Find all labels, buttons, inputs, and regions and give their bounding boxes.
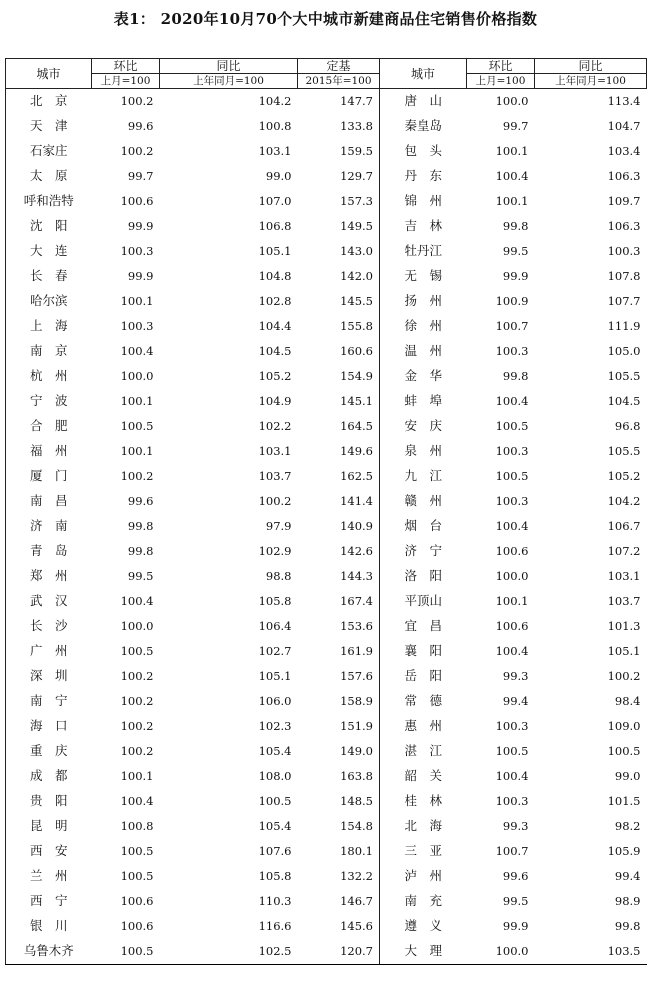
left-base-value: 149.6 bbox=[298, 439, 380, 464]
left-mom-value: 99.7 bbox=[127, 168, 154, 183]
left-mom-value: 100.2 bbox=[120, 93, 154, 108]
left-base-value: 154.9 bbox=[298, 364, 380, 389]
right-yoy-value: 107.8 bbox=[607, 268, 641, 283]
right-yoy-value: 105.0 bbox=[607, 343, 641, 358]
right-mom-value: 100.0 bbox=[467, 939, 535, 965]
right-yoy-value: 105.5 bbox=[607, 368, 641, 383]
left-city-name: 南 京 bbox=[6, 339, 92, 364]
left-yoy-value: 105.1 bbox=[258, 668, 292, 683]
right-yoy-value: 101.3 bbox=[607, 618, 641, 633]
left-city-name: 广 州 bbox=[6, 639, 92, 664]
right-mom-value: 99.5 bbox=[502, 243, 529, 258]
left-city-name: 福 州 bbox=[6, 439, 92, 464]
table-row bbox=[6, 364, 647, 389]
left-yoy-value: 106.0 bbox=[258, 693, 292, 708]
left-city-name: 太 原 bbox=[6, 164, 92, 189]
right-mom-value: 99.7 bbox=[502, 118, 529, 133]
table-row bbox=[6, 764, 647, 789]
left-base-value: 145.1 bbox=[298, 389, 380, 414]
table-row bbox=[6, 639, 647, 664]
left-mom-value: 100.5 bbox=[120, 418, 154, 433]
right-city-name: 丹 东 bbox=[404, 168, 442, 184]
right-city-name: 平顶山 bbox=[404, 593, 442, 609]
right-city-name: 温 州 bbox=[404, 343, 442, 359]
table-row bbox=[6, 89, 647, 115]
right-city-name: 九 江 bbox=[404, 468, 442, 484]
right-mom-value: 100.3 bbox=[495, 443, 529, 458]
table-row bbox=[6, 389, 647, 414]
table-row bbox=[6, 264, 647, 289]
right-mom-value: 100.4 bbox=[495, 168, 529, 183]
left-mom-value: 100.0 bbox=[120, 368, 154, 383]
right-mom-value: 99.5 bbox=[502, 893, 529, 908]
table-row bbox=[6, 614, 647, 639]
right-city-name: 三 亚 bbox=[404, 843, 442, 859]
left-city-name: 杭 州 bbox=[6, 364, 92, 389]
left-city-name: 兰 州 bbox=[6, 864, 92, 889]
left-mom-value: 100.4 bbox=[120, 593, 154, 608]
header-mom-left: 环比 bbox=[92, 59, 160, 74]
left-mom-value: 100.0 bbox=[120, 618, 154, 633]
header-yoy-sub-right: 上年同月=100 bbox=[535, 74, 647, 89]
left-city-name: 长 春 bbox=[6, 264, 92, 289]
left-yoy-value: 104.9 bbox=[258, 393, 292, 408]
left-base-value: 143.0 bbox=[298, 239, 380, 264]
right-city-name: 安 庆 bbox=[404, 418, 442, 434]
header-yoy-right: 同比 bbox=[535, 59, 647, 74]
table-row bbox=[6, 139, 647, 164]
table-row bbox=[6, 489, 647, 514]
right-mom-value: 100.3 bbox=[495, 718, 529, 733]
left-mom-value: 100.2 bbox=[120, 143, 154, 158]
table-row bbox=[6, 889, 647, 914]
right-yoy-value: 113.4 bbox=[607, 93, 641, 108]
left-yoy-value: 107.6 bbox=[258, 843, 292, 858]
left-base-value: 120.7 bbox=[298, 939, 380, 965]
left-mom-value: 100.5 bbox=[120, 643, 154, 658]
table-row bbox=[6, 414, 647, 439]
right-city-name: 吉 林 bbox=[404, 218, 442, 234]
left-yoy-value: 105.8 bbox=[258, 868, 292, 883]
right-mom-value: 100.0 bbox=[495, 568, 529, 583]
left-mom-value: 100.6 bbox=[120, 893, 154, 908]
header-base-left: 定基 bbox=[298, 59, 380, 74]
left-base-value: 160.6 bbox=[298, 339, 380, 364]
left-city-name: 武 汉 bbox=[6, 589, 92, 614]
right-yoy-value: 107.2 bbox=[607, 543, 641, 558]
left-city-name: 呼和浩特 bbox=[6, 189, 92, 214]
left-yoy-value: 105.2 bbox=[258, 368, 292, 383]
right-city-name: 惠 州 bbox=[404, 718, 442, 734]
left-city-name: 乌鲁木齐 bbox=[6, 939, 92, 965]
table-row bbox=[6, 114, 647, 139]
left-base-value: 149.5 bbox=[298, 214, 380, 239]
right-yoy-value: 100.5 bbox=[607, 743, 641, 758]
right-mom-value: 99.8 bbox=[502, 368, 529, 383]
left-city-name: 宁 波 bbox=[6, 389, 92, 414]
right-yoy-value: 104.2 bbox=[607, 493, 641, 508]
left-yoy-value: 108.0 bbox=[258, 768, 292, 783]
left-yoy-value: 107.0 bbox=[258, 193, 292, 208]
left-yoy-value: 100.2 bbox=[258, 493, 292, 508]
header-city-right: 城市 bbox=[380, 59, 467, 89]
right-mom-value: 100.3 bbox=[495, 793, 529, 808]
table-row bbox=[6, 289, 647, 314]
right-yoy-value: 99.0 bbox=[614, 768, 641, 783]
right-mom-value: 100.4 bbox=[495, 393, 529, 408]
header-yoy-sub-left: 上年同月=100 bbox=[160, 74, 298, 89]
right-city-name: 蚌 埠 bbox=[404, 393, 442, 409]
right-yoy-value: 105.5 bbox=[607, 443, 641, 458]
left-yoy-value: 103.1 bbox=[258, 143, 292, 158]
left-yoy-value: 97.9 bbox=[265, 518, 292, 533]
left-yoy-value: 98.8 bbox=[265, 568, 292, 583]
left-mom-value: 100.2 bbox=[120, 743, 154, 758]
left-mom-value: 100.3 bbox=[120, 318, 154, 333]
left-city-name: 成 都 bbox=[6, 764, 92, 789]
left-mom-value: 100.5 bbox=[120, 868, 154, 883]
left-base-value: 147.7 bbox=[298, 89, 380, 115]
right-city-name: 扬 州 bbox=[404, 293, 442, 309]
table-row bbox=[6, 164, 647, 189]
right-mom-value: 100.6 bbox=[495, 543, 529, 558]
left-city-name: 海 口 bbox=[6, 714, 92, 739]
table-row bbox=[6, 589, 647, 614]
left-city-name: 贵 阳 bbox=[6, 789, 92, 814]
left-base-value: 158.9 bbox=[298, 689, 380, 714]
table-row bbox=[6, 864, 647, 889]
table-row bbox=[6, 514, 647, 539]
right-yoy-value: 107.7 bbox=[607, 293, 641, 308]
right-mom-value: 99.9 bbox=[502, 268, 529, 283]
right-city-name: 南 充 bbox=[404, 893, 442, 909]
right-mom-value: 100.6 bbox=[495, 618, 529, 633]
left-city-name: 哈尔滨 bbox=[6, 289, 92, 314]
table-row bbox=[6, 214, 647, 239]
right-city-name: 洛 阳 bbox=[404, 568, 442, 584]
right-city-name: 赣 州 bbox=[404, 493, 442, 509]
left-city-name: 济 南 bbox=[6, 514, 92, 539]
table-row bbox=[6, 439, 647, 464]
left-base-value: 161.9 bbox=[298, 639, 380, 664]
left-base-value: 129.7 bbox=[298, 164, 380, 189]
table-row bbox=[6, 689, 647, 714]
right-mom-value: 100.5 bbox=[495, 468, 529, 483]
left-base-value: 141.4 bbox=[298, 489, 380, 514]
header-yoy-left: 同比 bbox=[160, 59, 298, 74]
left-yoy-value: 116.6 bbox=[258, 918, 292, 933]
left-base-value: 133.8 bbox=[298, 114, 380, 139]
right-mom-value: 100.1 bbox=[495, 193, 529, 208]
right-mom-value: 99.4 bbox=[502, 693, 529, 708]
left-base-value: 180.1 bbox=[298, 839, 380, 864]
right-mom-value: 100.7 bbox=[495, 843, 529, 858]
right-city-name: 唐 山 bbox=[404, 93, 442, 109]
left-yoy-value: 102.7 bbox=[258, 643, 292, 658]
table-header bbox=[6, 59, 647, 89]
left-yoy-value: 104.4 bbox=[258, 318, 292, 333]
left-yoy-value: 100.5 bbox=[258, 793, 292, 808]
right-city-name: 烟 台 bbox=[404, 518, 442, 534]
table-row bbox=[6, 314, 647, 339]
table-row bbox=[6, 714, 647, 739]
left-base-value: 142.6 bbox=[298, 539, 380, 564]
right-mom-value: 100.3 bbox=[495, 343, 529, 358]
right-city-name: 秦皇岛 bbox=[404, 118, 442, 134]
left-base-value: 151.9 bbox=[298, 714, 380, 739]
right-yoy-value: 98.4 bbox=[614, 693, 641, 708]
header-city-left: 城市 bbox=[6, 59, 92, 89]
left-yoy-value: 102.5 bbox=[160, 939, 298, 965]
left-city-name: 重 庆 bbox=[6, 739, 92, 764]
right-city-name: 牡丹江 bbox=[404, 243, 442, 259]
right-yoy-value: 101.5 bbox=[607, 793, 641, 808]
left-base-value: 132.2 bbox=[298, 864, 380, 889]
header-base-sub-left: 2015年=100 bbox=[298, 74, 380, 89]
header-mom-sub-left: 上月=100 bbox=[92, 74, 160, 89]
right-mom-value: 100.3 bbox=[495, 493, 529, 508]
left-city-name: 郑 州 bbox=[6, 564, 92, 589]
left-city-name: 深 圳 bbox=[6, 664, 92, 689]
table-row bbox=[6, 539, 647, 564]
right-city-name: 遵 义 bbox=[404, 918, 442, 934]
right-yoy-value: 96.8 bbox=[614, 418, 641, 433]
right-mom-value: 99.9 bbox=[502, 918, 529, 933]
left-base-value: 142.0 bbox=[298, 264, 380, 289]
right-mom-value: 100.1 bbox=[495, 143, 529, 158]
right-city-name: 金 华 bbox=[404, 368, 442, 384]
right-yoy-value: 104.5 bbox=[607, 393, 641, 408]
left-city-name: 石家庄 bbox=[6, 139, 92, 164]
left-yoy-value: 104.5 bbox=[258, 343, 292, 358]
right-mom-value: 100.4 bbox=[495, 768, 529, 783]
left-base-value: 145.6 bbox=[298, 914, 380, 939]
right-yoy-value: 105.1 bbox=[607, 643, 641, 658]
header-mom-right: 环比 bbox=[467, 59, 535, 74]
left-base-value: 155.8 bbox=[298, 314, 380, 339]
left-city-name: 北 京 bbox=[6, 89, 92, 115]
right-yoy-value: 104.7 bbox=[607, 118, 641, 133]
left-city-name: 大 连 bbox=[6, 239, 92, 264]
right-mom-value: 99.3 bbox=[502, 668, 529, 683]
left-base-value: 157.6 bbox=[298, 664, 380, 689]
table-row bbox=[6, 914, 647, 939]
left-mom-value: 100.4 bbox=[120, 343, 154, 358]
left-city-name: 西 宁 bbox=[6, 889, 92, 914]
left-city-name: 厦 门 bbox=[6, 464, 92, 489]
right-mom-value: 99.8 bbox=[502, 218, 529, 233]
left-base-value: 154.8 bbox=[298, 814, 380, 839]
right-city-name: 包 头 bbox=[404, 143, 442, 159]
left-base-value: 148.5 bbox=[298, 789, 380, 814]
right-city-name: 常 德 bbox=[404, 693, 442, 709]
left-base-value: 164.5 bbox=[298, 414, 380, 439]
left-mom-value: 100.8 bbox=[120, 818, 154, 833]
left-base-value: 167.4 bbox=[298, 589, 380, 614]
table-row bbox=[6, 664, 647, 689]
right-mom-value: 100.7 bbox=[495, 318, 529, 333]
left-mom-value: 100.6 bbox=[120, 918, 154, 933]
left-yoy-value: 102.3 bbox=[258, 718, 292, 733]
left-mom-value: 99.6 bbox=[127, 493, 154, 508]
left-mom-value: 99.6 bbox=[127, 118, 154, 133]
price-index-table bbox=[5, 58, 647, 965]
left-yoy-value: 105.8 bbox=[258, 593, 292, 608]
right-mom-value: 100.4 bbox=[495, 643, 529, 658]
left-yoy-value: 104.8 bbox=[258, 268, 292, 283]
left-city-name: 昆 明 bbox=[6, 814, 92, 839]
left-city-name: 合 肥 bbox=[6, 414, 92, 439]
left-yoy-value: 104.2 bbox=[258, 93, 292, 108]
left-mom-value: 99.9 bbox=[127, 218, 154, 233]
left-city-name: 上 海 bbox=[6, 314, 92, 339]
left-yoy-value: 110.3 bbox=[258, 893, 292, 908]
right-yoy-value: 98.9 bbox=[614, 893, 641, 908]
left-yoy-value: 105.4 bbox=[258, 818, 292, 833]
right-city-name: 韶 关 bbox=[404, 768, 442, 784]
left-yoy-value: 102.2 bbox=[258, 418, 292, 433]
table-row bbox=[6, 739, 647, 764]
left-mom-value: 100.2 bbox=[120, 468, 154, 483]
right-yoy-value: 105.9 bbox=[607, 843, 641, 858]
right-city-name: 襄 阳 bbox=[404, 643, 442, 659]
left-mom-value: 100.3 bbox=[120, 243, 154, 258]
table-body bbox=[6, 89, 647, 965]
right-city-name: 宜 昌 bbox=[404, 618, 442, 634]
left-base-value: 153.6 bbox=[298, 614, 380, 639]
right-yoy-value: 111.9 bbox=[607, 318, 641, 333]
left-base-value: 145.5 bbox=[298, 289, 380, 314]
left-base-value: 140.9 bbox=[298, 514, 380, 539]
left-city-name: 长 沙 bbox=[6, 614, 92, 639]
table-row bbox=[6, 464, 647, 489]
table-row bbox=[6, 189, 647, 214]
left-mom-value: 99.8 bbox=[127, 518, 154, 533]
left-base-value: 162.5 bbox=[298, 464, 380, 489]
left-base-value: 149.0 bbox=[298, 739, 380, 764]
right-yoy-value: 103.1 bbox=[607, 568, 641, 583]
left-city-name: 沈 阳 bbox=[6, 214, 92, 239]
left-yoy-value: 100.8 bbox=[258, 118, 292, 133]
left-mom-value: 100.2 bbox=[120, 693, 154, 708]
header-mom-sub-right: 上月=100 bbox=[467, 74, 535, 89]
left-city-name: 西 安 bbox=[6, 839, 92, 864]
left-yoy-value: 99.0 bbox=[265, 168, 292, 183]
table-row bbox=[6, 789, 647, 814]
left-mom-value: 100.1 bbox=[120, 293, 154, 308]
right-yoy-value: 106.3 bbox=[607, 168, 641, 183]
left-yoy-value: 105.1 bbox=[258, 243, 292, 258]
left-mom-value: 100.4 bbox=[120, 793, 154, 808]
left-mom-value: 100.2 bbox=[120, 718, 154, 733]
left-mom-value: 100.5 bbox=[120, 843, 154, 858]
right-city-name: 湛 江 bbox=[404, 743, 442, 759]
left-base-value: 144.3 bbox=[298, 564, 380, 589]
right-city-name: 泸 州 bbox=[404, 868, 442, 884]
left-base-value: 159.5 bbox=[298, 139, 380, 164]
right-yoy-value: 99.8 bbox=[614, 918, 641, 933]
left-city-name: 南 昌 bbox=[6, 489, 92, 514]
right-city-name: 桂 林 bbox=[404, 793, 442, 809]
right-city-name: 泉 州 bbox=[404, 443, 442, 459]
left-yoy-value: 106.4 bbox=[258, 618, 292, 633]
right-yoy-value: 103.7 bbox=[607, 593, 641, 608]
left-mom-value: 99.5 bbox=[127, 568, 154, 583]
right-yoy-value: 103.5 bbox=[535, 939, 647, 965]
right-mom-value: 100.0 bbox=[495, 93, 529, 108]
right-yoy-value: 109.0 bbox=[607, 718, 641, 733]
right-mom-value: 100.5 bbox=[495, 418, 529, 433]
table-row bbox=[6, 564, 647, 589]
left-base-value: 146.7 bbox=[298, 889, 380, 914]
table-row bbox=[6, 339, 647, 364]
left-yoy-value: 102.8 bbox=[258, 293, 292, 308]
right-mom-value: 100.5 bbox=[495, 743, 529, 758]
left-yoy-value: 103.1 bbox=[258, 443, 292, 458]
right-city-name: 锦 州 bbox=[404, 193, 442, 209]
left-city-name: 银 川 bbox=[6, 914, 92, 939]
right-city-name: 徐 州 bbox=[404, 318, 442, 334]
right-city-name: 北 海 bbox=[404, 818, 442, 834]
right-city-name: 岳 阳 bbox=[404, 668, 442, 684]
left-city-name: 南 宁 bbox=[6, 689, 92, 714]
left-mom-value: 99.9 bbox=[127, 268, 154, 283]
right-yoy-value: 109.7 bbox=[607, 193, 641, 208]
right-yoy-value: 106.7 bbox=[607, 518, 641, 533]
right-city-name: 济 宁 bbox=[404, 543, 442, 559]
table-row bbox=[6, 939, 647, 965]
right-mom-value: 99.6 bbox=[502, 868, 529, 883]
left-yoy-value: 102.9 bbox=[258, 543, 292, 558]
table-title: 表1： 2020年10月70个大中城市新建商品住宅销售价格指数 bbox=[113, 10, 538, 28]
left-base-value: 157.3 bbox=[298, 189, 380, 214]
left-yoy-value: 106.8 bbox=[258, 218, 292, 233]
right-yoy-value: 106.3 bbox=[607, 218, 641, 233]
left-mom-value: 100.6 bbox=[120, 193, 154, 208]
left-mom-value: 100.1 bbox=[120, 443, 154, 458]
right-mom-value: 100.9 bbox=[495, 293, 529, 308]
right-mom-value: 100.1 bbox=[495, 593, 529, 608]
right-city-name: 无 锡 bbox=[404, 268, 442, 284]
table-row bbox=[6, 239, 647, 264]
left-mom-value: 100.1 bbox=[120, 768, 154, 783]
left-base-value: 163.8 bbox=[298, 764, 380, 789]
left-city-name: 天 津 bbox=[6, 114, 92, 139]
left-mom-value: 99.8 bbox=[127, 543, 154, 558]
table-row bbox=[6, 814, 647, 839]
right-yoy-value: 100.2 bbox=[607, 668, 641, 683]
right-yoy-value: 99.4 bbox=[614, 868, 641, 883]
left-yoy-value: 103.7 bbox=[258, 468, 292, 483]
left-mom-value: 100.1 bbox=[120, 393, 154, 408]
left-mom-value: 100.5 bbox=[92, 939, 160, 965]
right-yoy-value: 103.4 bbox=[607, 143, 641, 158]
left-city-name: 青 岛 bbox=[6, 539, 92, 564]
left-mom-value: 100.2 bbox=[120, 668, 154, 683]
right-yoy-value: 100.3 bbox=[607, 243, 641, 258]
right-city-name: 大 理 bbox=[380, 939, 467, 965]
right-mom-value: 99.3 bbox=[502, 818, 529, 833]
right-yoy-value: 98.2 bbox=[614, 818, 641, 833]
right-yoy-value: 105.2 bbox=[607, 468, 641, 483]
right-mom-value: 100.4 bbox=[495, 518, 529, 533]
left-yoy-value: 105.4 bbox=[258, 743, 292, 758]
table-row bbox=[6, 839, 647, 864]
